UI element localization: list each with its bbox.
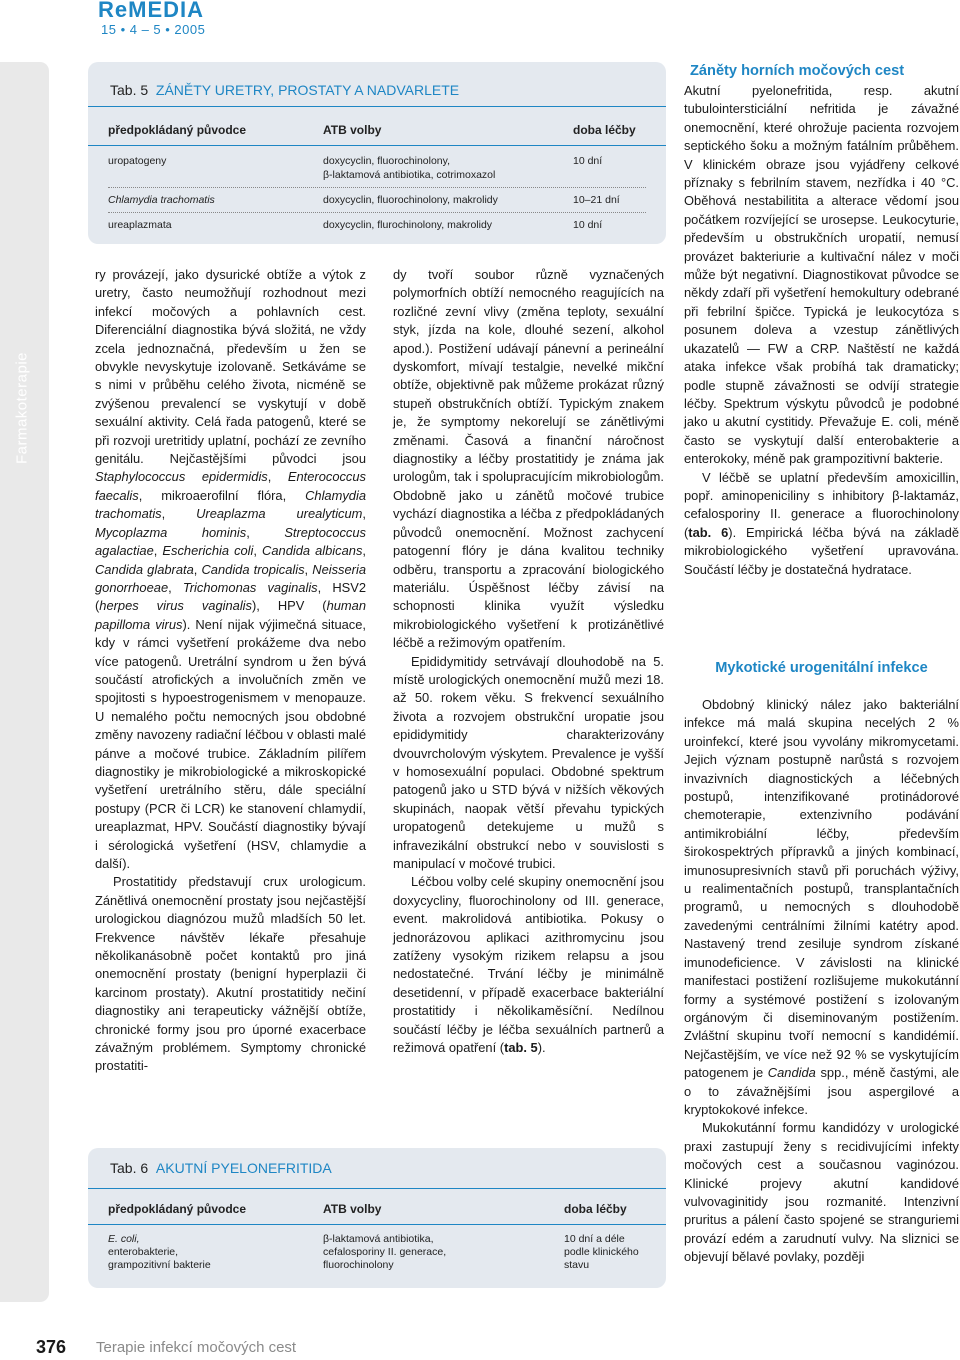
table-6 (88, 1148, 666, 1288)
body-paragraph: Epididymitidy setrvávají dlouhodobě na 5. místě urologických onemocnění mužů mezi 18. až 50. rokem věku. S frekvencí sexuálního života a rozvojem obstrukční uropatie jsou epididymitidy charakterizovány dvouvrcholovým výskytem. Prevalence je vyšší v homosexuální populaci. Obdobné spektrum patogenů jako u STD bývá v nižších věkových skupinách, naopak větší převahu typických uropatogenů detekujeme u mužů s infravezikální obstrukcí nebo v souvislosti s manipulací v močové trubici. (393, 653, 664, 871)
body-paragraph: ry provázejí, jako dysurické obtíže a výtok z uretry, často neumožňují rozhodnout mezi infekcí močových a pohlavních cest. Diferenciální diagnostika bývá složitá, ne vždy zcela jednoznačná, především u žen se obvykle nevyskytuje izolovaně. Setkáváme se s nimi v průběhu celého života, nicméně se zvýšenou prevalencí se vyskytují v době sexuální aktivity. Celá řada patogenů, které se při rozvoji uretritidy uplatní, pochází ze zevního genitálu. Nejčastějšími původci jsou Staphylococcus epidermidis, Enterococcus faecalis, mikroaerofilní flóra, Chlamydia trachomatis, Ureaplazma urealyticum, Mycoplazma hominis, Streptococcus agalactiae, Escherichia coli, Candida albicans, Candida glabrata, Candida tropicalis, Neisseria gonorrhoeae, Trichomonas vaginalis, HSV2 (herpes virus vaginalis), HPV (human papilloma virus). Není nijak výjimečná situace, kdy v rámci vyšetření prokážeme dva nebo více patogenů. Uretrální syndrom u žen bývá součástí atrofických a involučních změn ve spojitosti s hypoestrogenismem v menopauze. U nemalého počtu nemocných jsou obdobné změny navozeny radiační léčbou v oblasti malé pánve a močové trubice. Základním pilířem diagnostiky je mikrobiologické a mikroskopické vyšetření uretrálního stěru, dále speciální postupy (PCR či LCR) ke stanovení chlamydií, ureaplazmat, HPV. Součástí diagnostiky bývají i sérologická vyšetření (HSV, chlamydie a další). (95, 267, 367, 871)
body-paragraph: Léčbou volby celé skupiny onemocnění jsou doxycycliny, fluorochinolony od III. generace, event. makrolidová antibiotika. Pokusy o jednorázovou aplikaci azithromycinu jsou zatíženy vysokým rizikem relapsu a jsou nedostatečné. Trvání léčby je minimálně desetidenní, v případě exacerbace bakteriální prostatitidy i několikaměsíční. Nedílnou součástí léčby je léčba sexuálních partnerů a režimová opatření (tab. 5). (393, 874, 664, 1056)
table-6-header-cause: předpokládaný původce (108, 1202, 247, 1216)
table-5-number: Tab. 5 (110, 82, 149, 98)
table-5 (88, 62, 666, 244)
section-side-tab-label: Farmakoterapie (13, 352, 31, 465)
body-paragraph: Mukokutánní formu kandidózy v urologické praxi zastupují ženy s recidivujícími infekty močových cest a současnou vaginózou. Klinické projevy akutní kandidové vulvovaginitidy jsou rozmanité. Intenzivní pruritus a pálení často spojené se stranguriemi provází edém a zarudnutí vulvy. Na sliznici se objevují bělavé povlaky, později (684, 1120, 959, 1265)
issue-date: 15 • 4 – 5 • 2005 (101, 22, 206, 37)
body-paragraph: Obdobný klinický nález jako bakteriální infekce má malá skupina necelých 2 % uroinfekcí, které jsou vyvolány mikromycetami. Jejich význam postupně narůstá s rozvojem invazivních diagnostických a léčebných postupů, intenzifikované protinádorové chemoterapie, extenzivního podávání antimikrobiální léčby, především širokospektrých přípravků a jiných kombinací, imunosupresivních stavů při poruchách výživy, u realimentačních postupů, transplantačních programů, u nemocných s dlouhodobě zavedenými centrálními žilními katétry apod. Nastavený trend zesiluje syndrom získané imunodeficience. V závislosti na klinické manifestaci postižení rozlišujeme mukokutánní formy a systémové postižení s izolovaným orgánovým či diseminovaným postižením. Zvláštní skupinu tvoří nemocní s kandidémií. Nejčastějším, ve více než 92 % se vyskytujícím patogenem je Candida spp., méně častými, ale o to závažnějšími jsou aspergilové a kryptokokové infekce. (684, 697, 959, 1117)
table-5-cell-atb: doxycyclin, flurochinolony, makrolidy (323, 219, 493, 231)
table-6-cell-duration: 10 dní a déle podle klinického stavu (564, 1233, 639, 1271)
table-5-header-duration: doba léčby (573, 123, 636, 137)
table-5-header-cause: předpokládaný původce (108, 123, 247, 137)
running-footer: Terapie infekcí močových cest (96, 1339, 297, 1356)
table-6-heading: AKUTNÍ PYELONEFRITIDA (155, 1160, 332, 1176)
section-heading: Mykotické urogenitální infekce (715, 660, 928, 676)
table-5-cell-duration: 10 dní (573, 219, 603, 231)
table-reference: tab. 5 (504, 1040, 538, 1056)
remedia-logo: ReMEDIA (98, 0, 205, 22)
body-paragraph: V léčbě se uplatní především amoxicillin, popř. aminopeniciliny s inhibitory β-laktamáz, cefalosporiny II. generace a fluorochinolony (tab. 6). Empirická léčba bývá na základě mikrobiologického vyšetření upravována. Součástí léčby je dostatečná hydratace. (684, 469, 959, 577)
table-6-cell-atb: β-laktamová antibiotika, cefalosporiny II. generace, fluorochinolony (323, 1233, 447, 1271)
section-heading: Záněty horních močových cest (690, 63, 905, 79)
table-5-header-atb: ATB volby (323, 123, 382, 137)
table-5-cell-duration: 10 dní (573, 155, 603, 167)
section-side-tab (0, 62, 49, 1302)
body-paragraph: dy tvoří soubor různě vyznačených polymorfních obtíží nemocného reagujících na rozličné zevní vlivy (změna teploty, sexuální styk, jízda na kole, dlouhé sezení, alkohol apod.). Postižení udávají pánevní a perineální dyskomfort, mívají testalgie, nevelké mikční obtíže, objektivně pak můžeme prokázat různý stupeň obstrukčních obtíží. Typickým znakem je, že symptomy nekorelují se zánětlivými změnami. Časová a finanční náročnost diagnostiky a léčby prostatitidy je známa jak urologům, tak i spolupracujícím mikrobiologům. Obdobně jako u zánětů močové trubice vychází diagnostika a léčba z předpokládaných původců onemocnění. Možnost zachycení patogenní flóry je dána kvalitou techniky odběru, transportu a zpracování biologického materiálu. Úspěšnost léčby závisí na schopnosti klinika využít výsledku mikrobiologického vyšetření k protizánětlivé léčbě a režimovým opatřením. (393, 267, 664, 651)
table-5-cell-atb: doxycyclin, fluorochinolony, makrolidy (323, 194, 498, 206)
table-5-cell-duration: 10–21 dní (573, 194, 620, 206)
table-5-cell-cause: uropatogeny (108, 155, 167, 167)
text-column-1 (95, 266, 366, 1076)
text-column-2 (393, 266, 664, 1057)
table-5-cell-atb: doxycyclin, fluorochinolony, (323, 155, 451, 167)
table-6-number: Tab. 6 (110, 1160, 149, 1176)
table-6-cell-cause: E. coli, enterobakterie, grampozitivní bakterie (108, 1233, 211, 1271)
text-column-3-continued (684, 696, 959, 1267)
table-5-cell-atb: β-laktamová antibiotika, cotrimoxazol (323, 169, 496, 181)
body-paragraph: Prostatitidy představují crux urologicum. Zánětlivá onemocnění prostaty jsou nejčastější urologickou diagnózou mužů mladších 50 let. Frekvence návštěv lékaře přesahuje několikanásobně počet kontaktů pro jiná onemocnění prostaty (benigní hyperplazii či karcinom prostaty). Akutní prostatitidy nečiní diagnostiky ani terapeuticky vážnější obtíže, chronické formy jsou pro úporné exacerbace závažným problémem. Symptomy chronické prostatiti- (95, 874, 366, 1074)
table-5-cell-cause: Chlamydia trachomatis (108, 194, 215, 206)
page-number: 376 (36, 1337, 67, 1357)
table-5-title (110, 82, 459, 98)
body-paragraph: Akutní pyelonefritida, resp. akutní tubulointersticiální nefritida je závažné onemocnění, které ohrožuje pacienta rozvojem septického šoku a možným fatálním průběhem. V klinickém obraze jsou vyjádřeny celkové příznaky s febrilním stavem, nezřídka i 40 °C. Oběhová nestabilitita a alterace vědomí jsou počátkem rozvíjející se urosepse. Leukocyturie, především u obstrukčních uropatií, nemusí provázet bakteriurie a kultivační nález v moči může být negativní. Diagnostikovat původce se někdy zdaří při vyšetření hemokultury odebrané při febrilní špičce. Typická je leukocytóza s posunem doleva a vzestup zánětlivých ukazatelů — FW a CRP. Naštěstí ne každá ataka infekce však probíhá tak dramaticky; podle stupně závažnosti se odvíjí strategie léčby. Spektrum výskytu původců je podobné jako u akutní cystitidy. Převažuje E. coli, méně často se vyskytují další enterobakterie a enterokoky, méně pak grampozitivní bakterie. (684, 83, 959, 467)
table-5-heading: ZÁNĚTY URETRY, PROSTATY A NADVARLETE (155, 82, 460, 98)
table-6-header-duration: doba léčby (564, 1202, 627, 1216)
table-6-header-atb: ATB volby (323, 1202, 382, 1216)
table-5-cell-cause: ureaplazmata (108, 219, 172, 231)
table-6-title (110, 1160, 332, 1176)
text-column-3 (684, 82, 959, 579)
table-reference: tab. 6 (688, 524, 729, 540)
